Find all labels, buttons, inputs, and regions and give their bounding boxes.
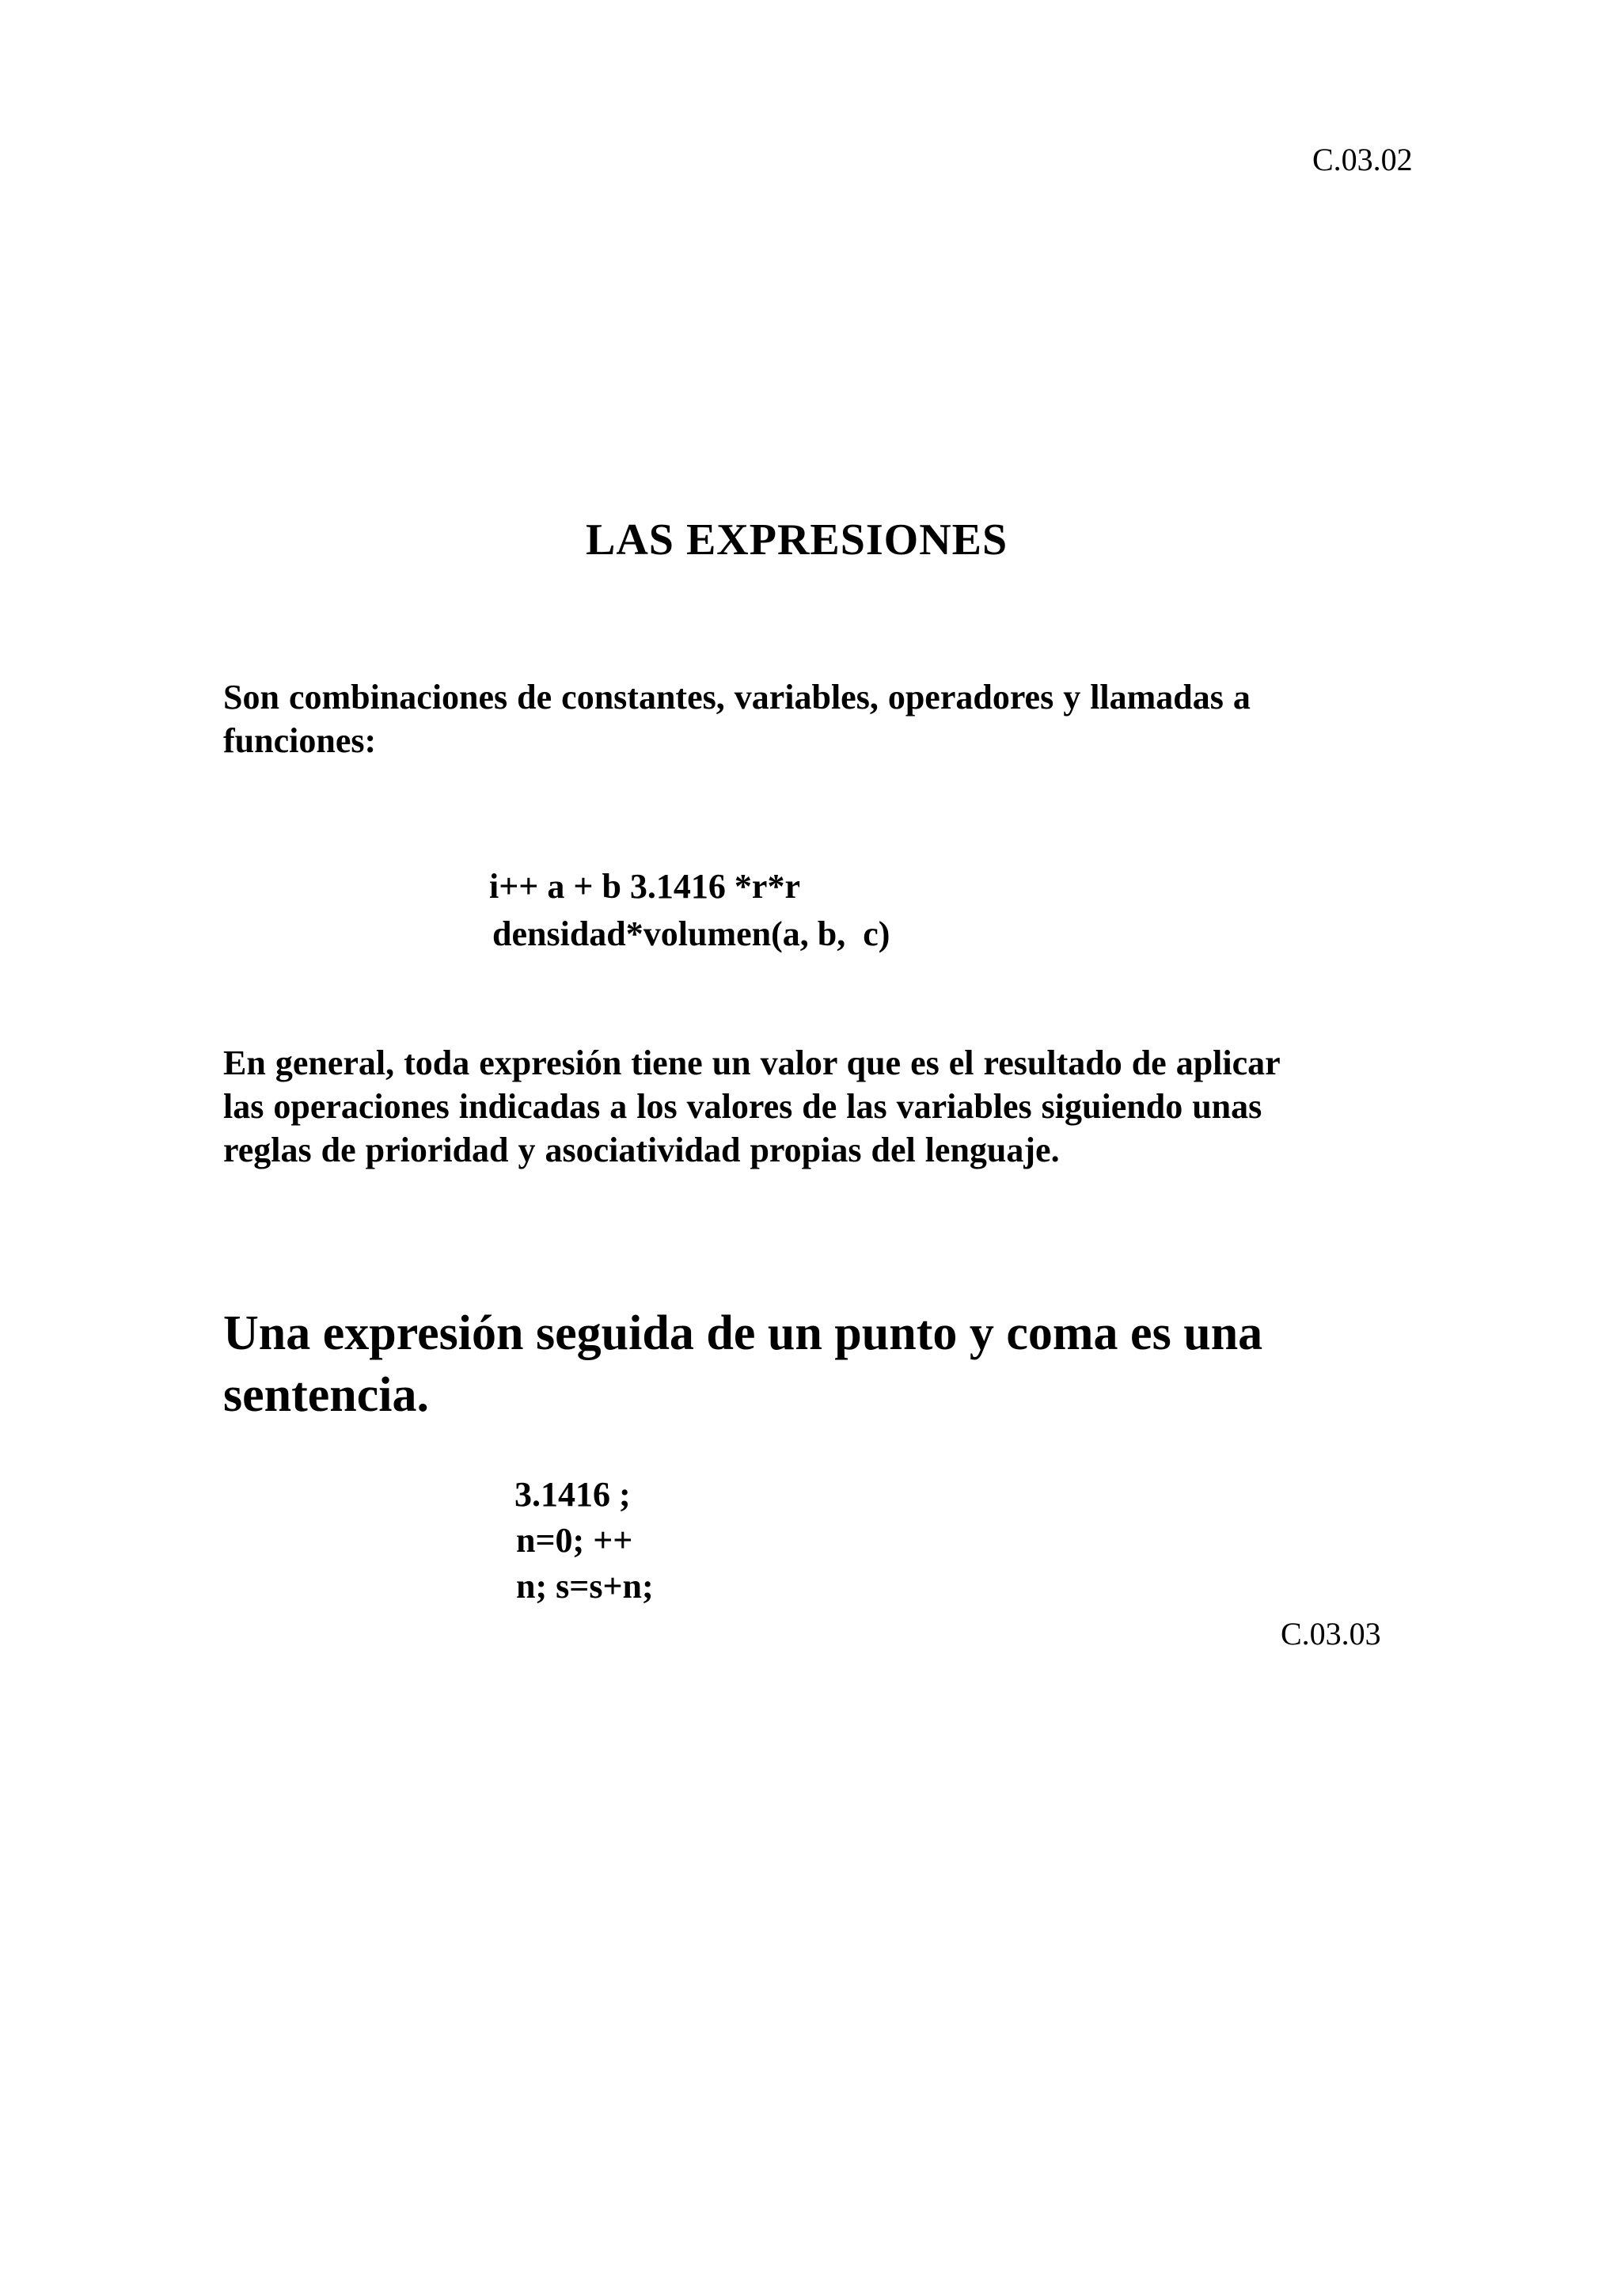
statement-example-line: n=0; ++ — [516, 1521, 633, 1560]
statement-example-line: n; s=s+n; — [516, 1567, 654, 1606]
page-code-top: C.03.02 — [1312, 142, 1413, 177]
example-line: i++ a + b 3.1416 *r*r — [489, 867, 800, 906]
page-title: LAS EXPRESIONES — [586, 515, 1008, 564]
statement-line: Una expresión seguida de un punto y coma es una — [223, 1306, 1263, 1360]
intro-line: Son combinaciones de constantes, variables, operadores y llamadas a — [223, 678, 1251, 717]
general-line: las operaciones indicadas a los valores de las variables siguiendo unas — [223, 1087, 1262, 1126]
general-line: En general, toda expresión tiene un valor que es el resultado de aplicar — [223, 1043, 1281, 1082]
example-line: densidad*volumen(a, b, c) — [492, 914, 890, 953]
intro-line: funciones: — [223, 721, 377, 760]
general-line: reglas de prioridad y asociatividad propias del lenguaje. — [223, 1131, 1060, 1169]
statement-example-line: 3.1416 ; — [514, 1475, 631, 1514]
statement-line: sentencia. — [223, 1368, 430, 1422]
page-code-bottom: C.03.03 — [1281, 1616, 1381, 1652]
